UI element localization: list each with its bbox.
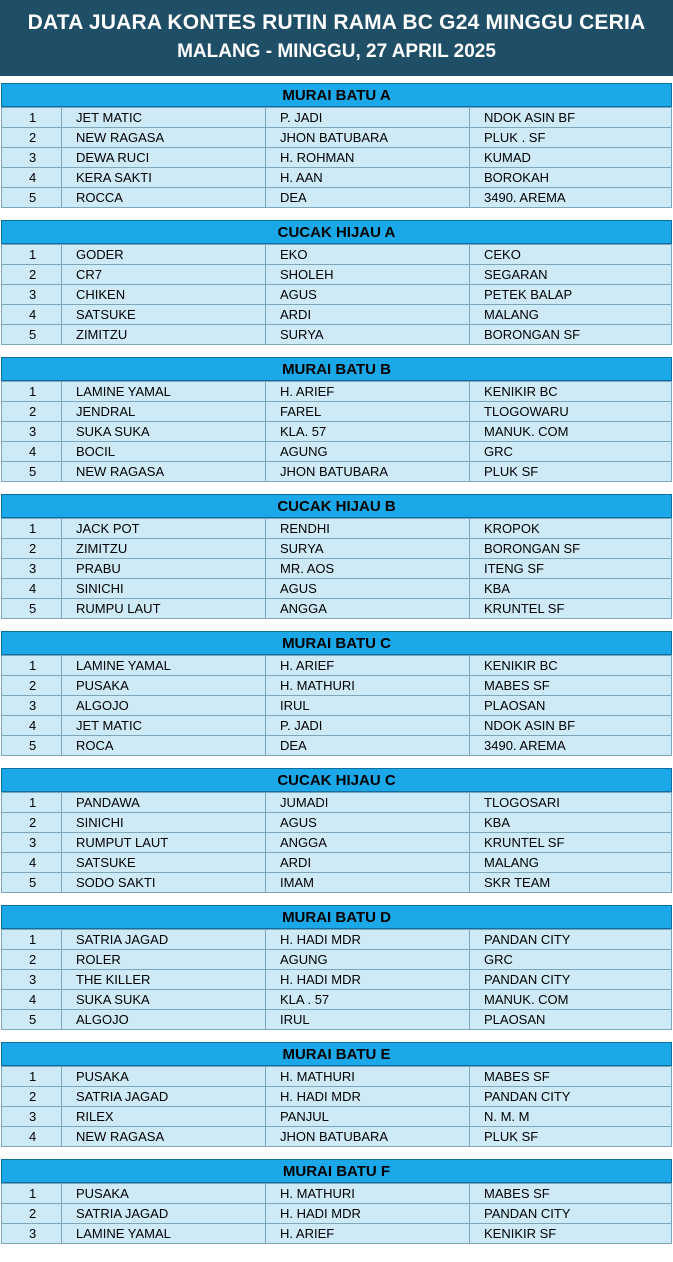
rank-cell: 3: [2, 970, 62, 990]
page-subtitle: MALANG - MINGGU, 27 APRIL 2025: [177, 41, 496, 62]
bird-name-cell: SATRIA JAGAD: [62, 1087, 266, 1107]
table-row: [2, 245, 672, 265]
bird-name-cell: LAMINE YAMAL: [62, 656, 266, 676]
table-row: [2, 1067, 672, 1087]
bird-name-cell: SINICHI: [62, 813, 266, 833]
rank-cell: 5: [2, 462, 62, 482]
team-cell: KENIKIR BC: [470, 656, 672, 676]
bird-name-cell: ZIMITZU: [62, 325, 266, 345]
table-row: [2, 285, 672, 305]
owner-cell: RENDHI: [266, 519, 470, 539]
rank-cell: 1: [2, 1184, 62, 1204]
section-title: MURAI BATU A: [1, 83, 672, 107]
results-list: [0, 83, 673, 1244]
rank-cell: 3: [2, 696, 62, 716]
results-section: [1, 1159, 672, 1244]
table-row: [2, 519, 672, 539]
table-row: [2, 853, 672, 873]
section-title: MURAI BATU E: [1, 1042, 672, 1066]
owner-cell: DEA: [266, 736, 470, 756]
table-row: [2, 676, 672, 696]
bird-name-cell: SINICHI: [62, 579, 266, 599]
rank-cell: 2: [2, 402, 62, 422]
bird-name-cell: NEW RAGASA: [62, 462, 266, 482]
rank-cell: 2: [2, 128, 62, 148]
bird-name-cell: ROLER: [62, 950, 266, 970]
table-row: [2, 833, 672, 853]
rank-cell: 1: [2, 1067, 62, 1087]
team-cell: MALANG: [470, 853, 672, 873]
team-cell: NDOK ASIN BF: [470, 716, 672, 736]
rank-cell: 1: [2, 656, 62, 676]
section-title: MURAI BATU D: [1, 905, 672, 929]
rank-cell: 5: [2, 188, 62, 208]
bird-name-cell: BOCIL: [62, 442, 266, 462]
team-cell: ITENG SF: [470, 559, 672, 579]
owner-cell: H. AAN: [266, 168, 470, 188]
owner-cell: IRUL: [266, 1010, 470, 1030]
bird-name-cell: CHIKEN: [62, 285, 266, 305]
owner-cell: P. JADI: [266, 108, 470, 128]
table-row: [2, 1127, 672, 1147]
table-row: [2, 462, 672, 482]
team-cell: MABES SF: [470, 676, 672, 696]
section-title: MURAI BATU C: [1, 631, 672, 655]
rank-cell: 3: [2, 559, 62, 579]
owner-cell: H. ROHMAN: [266, 148, 470, 168]
bird-name-cell: RUMPUT LAUT: [62, 833, 266, 853]
bird-name-cell: NEW RAGASA: [62, 1127, 266, 1147]
bird-name-cell: PUSAKA: [62, 1067, 266, 1087]
bird-name-cell: KERA SAKTI: [62, 168, 266, 188]
bird-name-cell: ALGOJO: [62, 1010, 266, 1030]
owner-cell: H. ARIEF: [266, 1224, 470, 1244]
rank-cell: 5: [2, 599, 62, 619]
bird-name-cell: SATRIA JAGAD: [62, 930, 266, 950]
owner-cell: JHON BATUBARA: [266, 462, 470, 482]
team-cell: TLOGOWARU: [470, 402, 672, 422]
team-cell: GRC: [470, 950, 672, 970]
owner-cell: AGUS: [266, 285, 470, 305]
rank-cell: 4: [2, 853, 62, 873]
bird-name-cell: JET MATIC: [62, 716, 266, 736]
team-cell: PETEK BALAP: [470, 285, 672, 305]
owner-cell: FAREL: [266, 402, 470, 422]
rank-cell: 2: [2, 950, 62, 970]
bird-name-cell: PUSAKA: [62, 676, 266, 696]
section-title: CUCAK HIJAU B: [1, 494, 672, 518]
rank-cell: 4: [2, 442, 62, 462]
owner-cell: H. ARIEF: [266, 382, 470, 402]
team-cell: TLOGOSARI: [470, 793, 672, 813]
results-section: [1, 905, 672, 1030]
team-cell: BORONGAN SF: [470, 325, 672, 345]
team-cell: CEKO: [470, 245, 672, 265]
team-cell: MANUK. COM: [470, 422, 672, 442]
owner-cell: SURYA: [266, 325, 470, 345]
owner-cell: H. MATHURI: [266, 1067, 470, 1087]
rank-cell: 1: [2, 108, 62, 128]
rank-cell: 4: [2, 305, 62, 325]
rank-cell: 5: [2, 736, 62, 756]
owner-cell: PANJUL: [266, 1107, 470, 1127]
team-cell: BORONGAN SF: [470, 539, 672, 559]
rank-cell: 4: [2, 716, 62, 736]
team-cell: PLAOSAN: [470, 1010, 672, 1030]
team-cell: MABES SF: [470, 1067, 672, 1087]
table-row: [2, 950, 672, 970]
owner-cell: IRUL: [266, 696, 470, 716]
rank-cell: 5: [2, 1010, 62, 1030]
team-cell: KROPOK: [470, 519, 672, 539]
rank-cell: 3: [2, 1107, 62, 1127]
results-section: [1, 357, 672, 482]
rank-cell: 2: [2, 1087, 62, 1107]
owner-cell: H. HADI MDR: [266, 970, 470, 990]
owner-cell: KLA . 57: [266, 990, 470, 1010]
results-table: [1, 381, 672, 482]
table-row: [2, 1224, 672, 1244]
team-cell: MALANG: [470, 305, 672, 325]
owner-cell: SHOLEH: [266, 265, 470, 285]
rank-cell: 4: [2, 168, 62, 188]
bird-name-cell: DEWA RUCI: [62, 148, 266, 168]
team-cell: 3490. AREMA: [470, 188, 672, 208]
bird-name-cell: SODO SAKTI: [62, 873, 266, 893]
section-title: MURAI BATU F: [1, 1159, 672, 1183]
results-table: [1, 1183, 672, 1244]
bird-name-cell: SATSUKE: [62, 853, 266, 873]
table-row: [2, 1010, 672, 1030]
owner-cell: JHON BATUBARA: [266, 1127, 470, 1147]
table-row: [2, 970, 672, 990]
rank-cell: 2: [2, 813, 62, 833]
table-row: [2, 188, 672, 208]
bird-name-cell: THE KILLER: [62, 970, 266, 990]
table-row: [2, 422, 672, 442]
team-cell: PLUK SF: [470, 462, 672, 482]
team-cell: PLAOSAN: [470, 696, 672, 716]
rank-cell: 2: [2, 1204, 62, 1224]
results-section: [1, 494, 672, 619]
owner-cell: P. JADI: [266, 716, 470, 736]
bird-name-cell: SUKA SUKA: [62, 422, 266, 442]
owner-cell: ARDI: [266, 305, 470, 325]
owner-cell: IMAM: [266, 873, 470, 893]
results-section: [1, 1042, 672, 1147]
results-section: [1, 631, 672, 756]
section-title: CUCAK HIJAU C: [1, 768, 672, 792]
team-cell: KBA: [470, 813, 672, 833]
team-cell: KENIKIR BC: [470, 382, 672, 402]
owner-cell: EKO: [266, 245, 470, 265]
owner-cell: H. HADI MDR: [266, 930, 470, 950]
rank-cell: 1: [2, 930, 62, 950]
rank-cell: 3: [2, 422, 62, 442]
bird-name-cell: ROCA: [62, 736, 266, 756]
rank-cell: 3: [2, 1224, 62, 1244]
bird-name-cell: ZIMITZU: [62, 539, 266, 559]
rank-cell: 1: [2, 382, 62, 402]
table-row: [2, 168, 672, 188]
bird-name-cell: NEW RAGASA: [62, 128, 266, 148]
bird-name-cell: LAMINE YAMAL: [62, 382, 266, 402]
bird-name-cell: RILEX: [62, 1107, 266, 1127]
owner-cell: ARDI: [266, 853, 470, 873]
team-cell: SEGARAN: [470, 265, 672, 285]
bird-name-cell: ROCCA: [62, 188, 266, 208]
bird-name-cell: LAMINE YAMAL: [62, 1224, 266, 1244]
owner-cell: AGUS: [266, 813, 470, 833]
team-cell: GRC: [470, 442, 672, 462]
team-cell: PANDAN CITY: [470, 970, 672, 990]
owner-cell: H. ARIEF: [266, 656, 470, 676]
table-row: [2, 559, 672, 579]
owner-cell: SURYA: [266, 539, 470, 559]
table-row: [2, 990, 672, 1010]
team-cell: PLUK SF: [470, 1127, 672, 1147]
results-table: [1, 1066, 672, 1147]
table-row: [2, 873, 672, 893]
bird-name-cell: ALGOJO: [62, 696, 266, 716]
owner-cell: KLA. 57: [266, 422, 470, 442]
owner-cell: H. HADI MDR: [266, 1087, 470, 1107]
table-row: [2, 1107, 672, 1127]
rank-cell: 3: [2, 833, 62, 853]
rank-cell: 4: [2, 579, 62, 599]
rank-cell: 1: [2, 793, 62, 813]
rank-cell: 5: [2, 873, 62, 893]
team-cell: BOROKAH: [470, 168, 672, 188]
rank-cell: 3: [2, 148, 62, 168]
table-row: [2, 442, 672, 462]
table-row: [2, 305, 672, 325]
owner-cell: ANGGA: [266, 833, 470, 853]
bird-name-cell: PUSAKA: [62, 1184, 266, 1204]
bird-name-cell: RUMPU LAUT: [62, 599, 266, 619]
owner-cell: JHON BATUBARA: [266, 128, 470, 148]
table-row: [2, 402, 672, 422]
team-cell: PANDAN CITY: [470, 930, 672, 950]
team-cell: N. M. M: [470, 1107, 672, 1127]
bird-name-cell: JACK POT: [62, 519, 266, 539]
owner-cell: MR. AOS: [266, 559, 470, 579]
table-row: [2, 128, 672, 148]
table-row: [2, 265, 672, 285]
bird-name-cell: JENDRAL: [62, 402, 266, 422]
section-title: MURAI BATU B: [1, 357, 672, 381]
table-row: [2, 539, 672, 559]
table-row: [2, 1184, 672, 1204]
results-section: [1, 220, 672, 345]
results-table: [1, 792, 672, 893]
results-table: [1, 929, 672, 1030]
owner-cell: AGUNG: [266, 442, 470, 462]
table-row: [2, 579, 672, 599]
rank-cell: 2: [2, 265, 62, 285]
bird-name-cell: PRABU: [62, 559, 266, 579]
table-row: [2, 716, 672, 736]
table-row: [2, 696, 672, 716]
owner-cell: H. MATHURI: [266, 1184, 470, 1204]
bird-name-cell: PANDAWA: [62, 793, 266, 813]
team-cell: NDOK ASIN BF: [470, 108, 672, 128]
owner-cell: AGUS: [266, 579, 470, 599]
table-row: [2, 656, 672, 676]
owner-cell: H. MATHURI: [266, 676, 470, 696]
results-table: [1, 518, 672, 619]
team-cell: KUMAD: [470, 148, 672, 168]
team-cell: KENIKIR SF: [470, 1224, 672, 1244]
table-row: [2, 1204, 672, 1224]
bird-name-cell: SUKA SUKA: [62, 990, 266, 1010]
team-cell: MABES SF: [470, 1184, 672, 1204]
table-row: [2, 599, 672, 619]
table-row: [2, 736, 672, 756]
rank-cell: 1: [2, 245, 62, 265]
team-cell: KRUNTEL SF: [470, 833, 672, 853]
section-title: CUCAK HIJAU A: [1, 220, 672, 244]
results-section: [1, 83, 672, 208]
team-cell: PLUK . SF: [470, 128, 672, 148]
rank-cell: 4: [2, 990, 62, 1010]
results-table: [1, 244, 672, 345]
table-row: [2, 1087, 672, 1107]
owner-cell: ANGGA: [266, 599, 470, 619]
bird-name-cell: JET MATIC: [62, 108, 266, 128]
table-row: [2, 813, 672, 833]
owner-cell: H. HADI MDR: [266, 1204, 470, 1224]
page-title: DATA JUARA KONTES RUTIN RAMA BC G24 MINGGU CERIA: [27, 11, 646, 34]
page-header: [0, 0, 673, 76]
table-row: [2, 793, 672, 813]
team-cell: KBA: [470, 579, 672, 599]
rank-cell: 2: [2, 676, 62, 696]
rank-cell: 5: [2, 325, 62, 345]
rank-cell: 3: [2, 285, 62, 305]
bird-name-cell: SATRIA JAGAD: [62, 1204, 266, 1224]
team-cell: PANDAN CITY: [470, 1204, 672, 1224]
table-row: [2, 148, 672, 168]
table-row: [2, 325, 672, 345]
owner-cell: DEA: [266, 188, 470, 208]
results-section: [1, 768, 672, 893]
team-cell: KRUNTEL SF: [470, 599, 672, 619]
table-row: [2, 108, 672, 128]
owner-cell: JUMADI: [266, 793, 470, 813]
bird-name-cell: GODER: [62, 245, 266, 265]
rank-cell: 2: [2, 539, 62, 559]
bird-name-cell: SATSUKE: [62, 305, 266, 325]
rank-cell: 1: [2, 519, 62, 539]
owner-cell: AGUNG: [266, 950, 470, 970]
table-row: [2, 382, 672, 402]
bird-name-cell: CR7: [62, 265, 266, 285]
team-cell: SKR TEAM: [470, 873, 672, 893]
results-table: [1, 655, 672, 756]
team-cell: PANDAN CITY: [470, 1087, 672, 1107]
team-cell: MANUK. COM: [470, 990, 672, 1010]
team-cell: 3490. AREMA: [470, 736, 672, 756]
rank-cell: 4: [2, 1127, 62, 1147]
results-table: [1, 107, 672, 208]
table-row: [2, 930, 672, 950]
